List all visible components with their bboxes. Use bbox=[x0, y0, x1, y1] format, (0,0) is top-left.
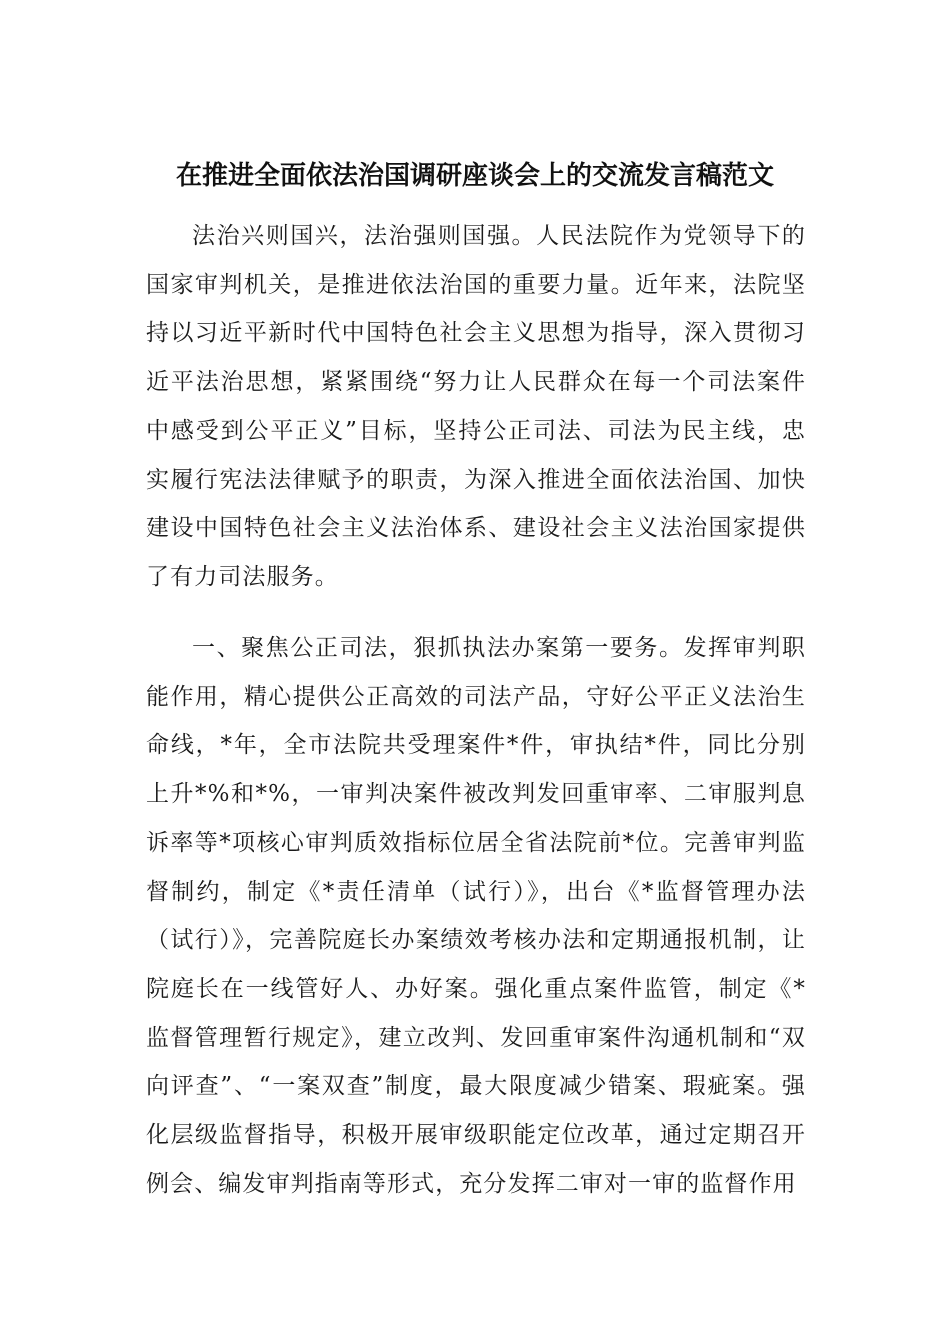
paragraph-section-one: 一、聚焦公正司法，狠抓执法办案第一要务。发挥审判职能作用，精心提供公正高效的司法产品，守好公平正义法治生命线，*年，全市法院共受理案件*件，审执结*件，同比分别上升*%和*%，一审判决案件被改判发回重审率、二审服判息诉率等*项核心审判质效指标位居全省法院前*位。完善审判监督制约，制定《*责任清单（试行）》，出台《*监督管理办法（试行）》，完善院庭长办案绩效考核办法和定期通报机制，让院庭长在一线管好人、办好案。强化重点案件监管，制定《*监督管理暂行规定》，建立改判、发回重审案件沟通机制和“双向评查”、“一案双查”制度，最大限度减少错案、瑕疵案。强化层级监督指导，积极开展审级职能定位改革，通过定期召开例会、编发审判指南等形式，充分发挥二审对一审的监督作用 bbox=[146, 635, 806, 1197]
paragraph-introduction: 法治兴则国兴，法治强则国强。人民法院作为党领导下的国家审判机关，是推进依法治国的重要力量。近年来，法院坚持以习近平新时代中国特色社会主义思想为指导，深入贯彻习近平法治思想，紧紧围绕“努力让人民群众在每一个司法案件中感受到公平正义”目标，坚持公正司法、司法为民主线，忠实履行宪法法律赋予的职责，为深入推进全面依法治国、加快建设中国特色社会主义法治体系、建设社会主义法治国家提供了有力司法服务。 bbox=[146, 223, 806, 590]
document-title: 在推进全面依法治国调研座谈会上的交流发言稿范文 bbox=[175, 161, 774, 191]
